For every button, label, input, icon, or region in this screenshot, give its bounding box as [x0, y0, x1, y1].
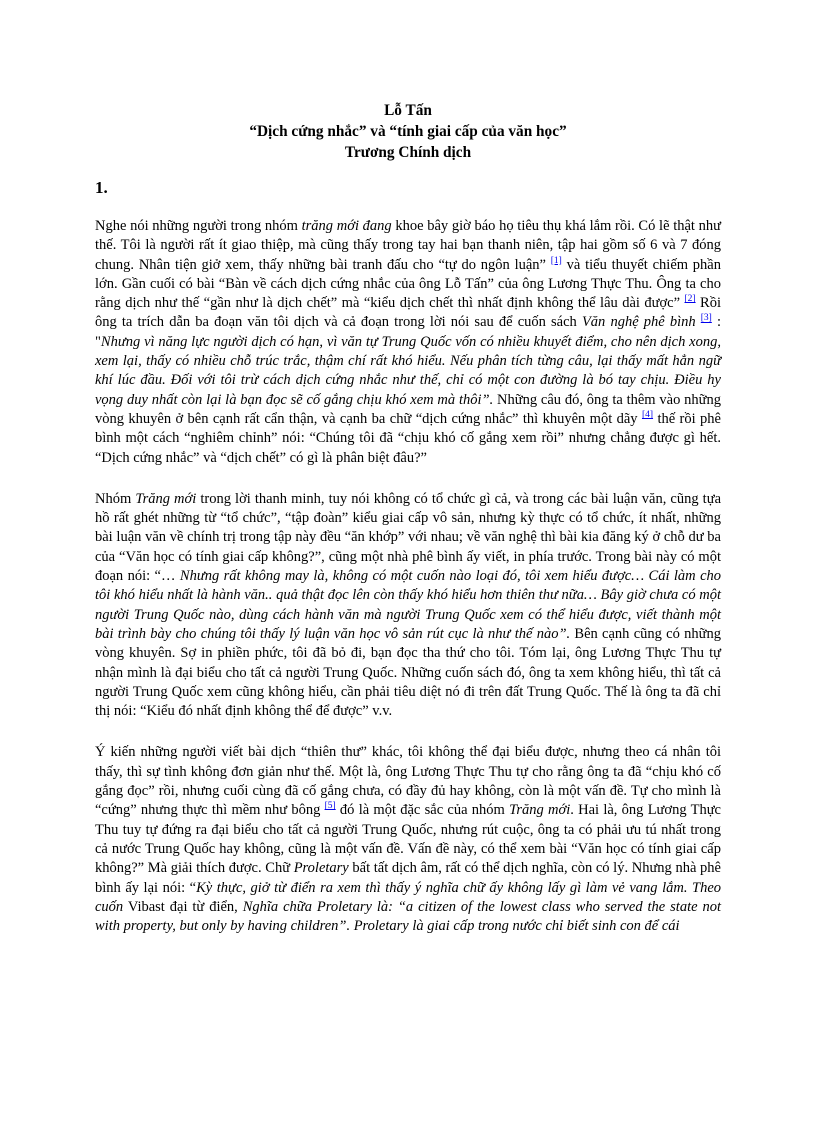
text-run: . Hai là, ông Lương Thực Thu tuy tự đứng ra đại biểu cho tất cả người Trung Quốc, nhưng rút cuộc, ông ta có phải ưu tú nhất trong cả nước Trung Quốc hay không, cũng là một vấn đề. Vấn đề này, có thể xem bài “Văn học có tính giai cấp không?” Mà giải thích được. Chữ — [95, 802, 721, 877]
author-heading: Lỗ Tấn — [384, 102, 432, 119]
text-run: bất tất dịch âm, rất có thể dịch nghĩa, còn có lý. Nhưng nhà phê bình ấy lại nói: “ — [95, 860, 721, 896]
footnote-link[interactable]: [1] — [550, 255, 562, 266]
italic-text: trăng mới đang — [301, 218, 392, 234]
text-run: Những câu đó, ông ta thêm vào những vòng khuyên ở bên cạnh rất cẩn thận, và cạnh ba chữ “dịch cứng nhắc” thì khuyên một dãy — [95, 391, 721, 427]
italic-text: Trăng mới — [135, 490, 197, 507]
text-run: Nhóm — [95, 490, 136, 507]
text-run: Nghe nói những người trong nhóm — [95, 218, 302, 234]
footnote-link[interactable]: [4] — [641, 410, 654, 421]
text-run: Vibast đại từ điển, — [123, 898, 243, 915]
italic-text: Nhưng rất không may là, không có một cuốn nào loại đó, tôi xem hiểu được… Cái làm cho tôi khó hiểu nhất là hành văn.. quả thật đọc lên còn thấy khó hiểu hơn thiên thư nữa… Bây giờ chưa có một người Trung Quốc nào, dùng cách hành văn mà người Trung Quốc xem có thể hiểu được, viết thành một bài trình bày cho chúng tôi thấy lý luận văn học vô sản rút cục là như thế nào”. — [95, 568, 722, 642]
text-run: : " — [95, 314, 722, 350]
translator-credit: Trương Chính dịch — [344, 144, 472, 161]
italic-text: Văn nghệ phê bình — [581, 314, 696, 331]
paragraph — [95, 490, 721, 722]
italic-text: Proletary — [293, 860, 349, 877]
italic-text: Kỳ thực, giở từ điển ra xem thì thấy ý nghĩa chữ ấy không lấy gì làm vẻ vang lắm. Theo cuốn — [95, 879, 722, 915]
document-page — [95, 100, 721, 958]
italic-text: Trăng mới — [509, 802, 571, 819]
text-run: thế rồi phê bình một cách “nghiêm chỉnh” nói: “Chúng tôi đã “chịu khó cố gắng xem rồi” nhưng chẳng được gì hết. “Dịch cứng nhắc” và “dịch chết” có gì là phân biệt đâu?” — [95, 410, 721, 466]
footnote-link[interactable]: [2] — [684, 294, 696, 305]
text-run: Rồi ông ta trích dẫn ba đoạn văn tôi dịch và cả đoạn trong lời nói sau để cuốn sách — [95, 295, 722, 331]
text-run: Bên cạnh cũng có những vòng khuyên. Sợ in phiền phức, tôi đã bỏ đi, bạn đọc tha thứ cho tôi. Tóm lại, ông Lương Thực Thu tự nhận mình là đại biểu cho tất cả người Trung Quốc. Những cuốn sách đó, ông ta xem không hiểu, thì tất cả người Trung Quốc xem cũng không hiểu, cần phải tiêu diệt nó đi trên đất Trung Quốc. Thế là ông ta đã chỉ thị nói: “Kiểu đó nhất định không thể để được” v.v. — [95, 625, 721, 720]
text-run: và tiểu thuyết chiếm phần lớn. Gần cuối có bài “Bàn về cách dịch cứng nhắc của ông Lỗ Tấn” của ông Lương Thực Thu. Ông ta cho rằng dịch như thế “gần như là dịch chết” mà “kiểu dịch chết thì nhất định không thể lâu dài được” — [95, 256, 721, 312]
paragraph — [95, 217, 721, 468]
section-number: 1. — [95, 178, 108, 197]
article-title: “Dịch cứng nhắc” và “tính giai cấp của văn học” — [249, 123, 567, 140]
text-run: khoe bây giờ báo họ tiêu thụ khá lắm rồi. Có lẽ thật như thế. Tôi là người rất ít giao thiệp, mà cũng thấy trong tay hai bạn thanh niên, tập hai gồm số 6 và 7 đóng chung. Nhân tiện giở xem, thấy những bài tranh đấu cho “tự do ngôn luận” — [95, 218, 721, 273]
article-body — [95, 217, 721, 936]
text-run: trong lời thanh minh, tuy nói không có tổ chức gì cả, và trong các bài luận văn, cũng tựa hồ rất ghét những từ “tổ chức”, “tập đoàn” kiểu giai cấp vô sản, nhưng kỳ thực có tổ chức, ít nhất, những bài luận văn về chính trị trong tập này đều “ăn khớp” với nhau; về văn nghệ thì bài kia đăng ký ở chỗ dư ba của “Văn học có tính giai cấp không?”, cũng một nhà phê bình ấy viết, in phía trước. Trong bài này có một đoạn nói: “… — [95, 490, 722, 585]
italic-text: Nghĩa chữa Proletary là: “a citizen of the lowest class who served the state not with property, but only by having children”. Proletary là giai cấp trong nước chỉ biết sinh con để cái — [95, 898, 721, 935]
paragraph — [95, 743, 721, 936]
footnote-link[interactable]: [5] — [324, 801, 336, 812]
footnote-link[interactable]: [3] — [700, 313, 712, 324]
text-run: đó là một đặc sắc của nhóm — [335, 802, 510, 819]
text-run: Ý kiến những người viết bài dịch “thiên thư” khác, tôi không thể đại biểu được, nhưng theo cá nhân tôi thấy, thì sự tình không đơn giản như thế. Một là, ông Lương Thực Thu tự cho rằng ông ta đã “chịu khó cố gắng đọc” rồi, nhưng cuối cùng đã cố gắng chưa, có đầy đủ hay không, còn là một vấn đề. Tự cho mình là “cứng” nhưng thực thì mềm như bông — [95, 744, 721, 819]
italic-text: Nhưng vì năng lực người dịch có hạn, vì văn tự Trung Quốc vốn có nhiều khuyết điểm, cho nên dịch xong, xem lại, thấy có nhiều chỗ trúc trắc, thậm chí rất khó hiểu. Nếu phân tích từng câu, lại thấy mất hẳn ngữ khí lúc đầu. Đối với tôi trừ cách dịch cứng nhắc như thế, chỉ có một con đường là bó tay chịu. Điều hy vọng duy nhất còn lại là bạn đọc sẽ cố gắng chịu khó xem mà thôi”. — [95, 333, 721, 408]
